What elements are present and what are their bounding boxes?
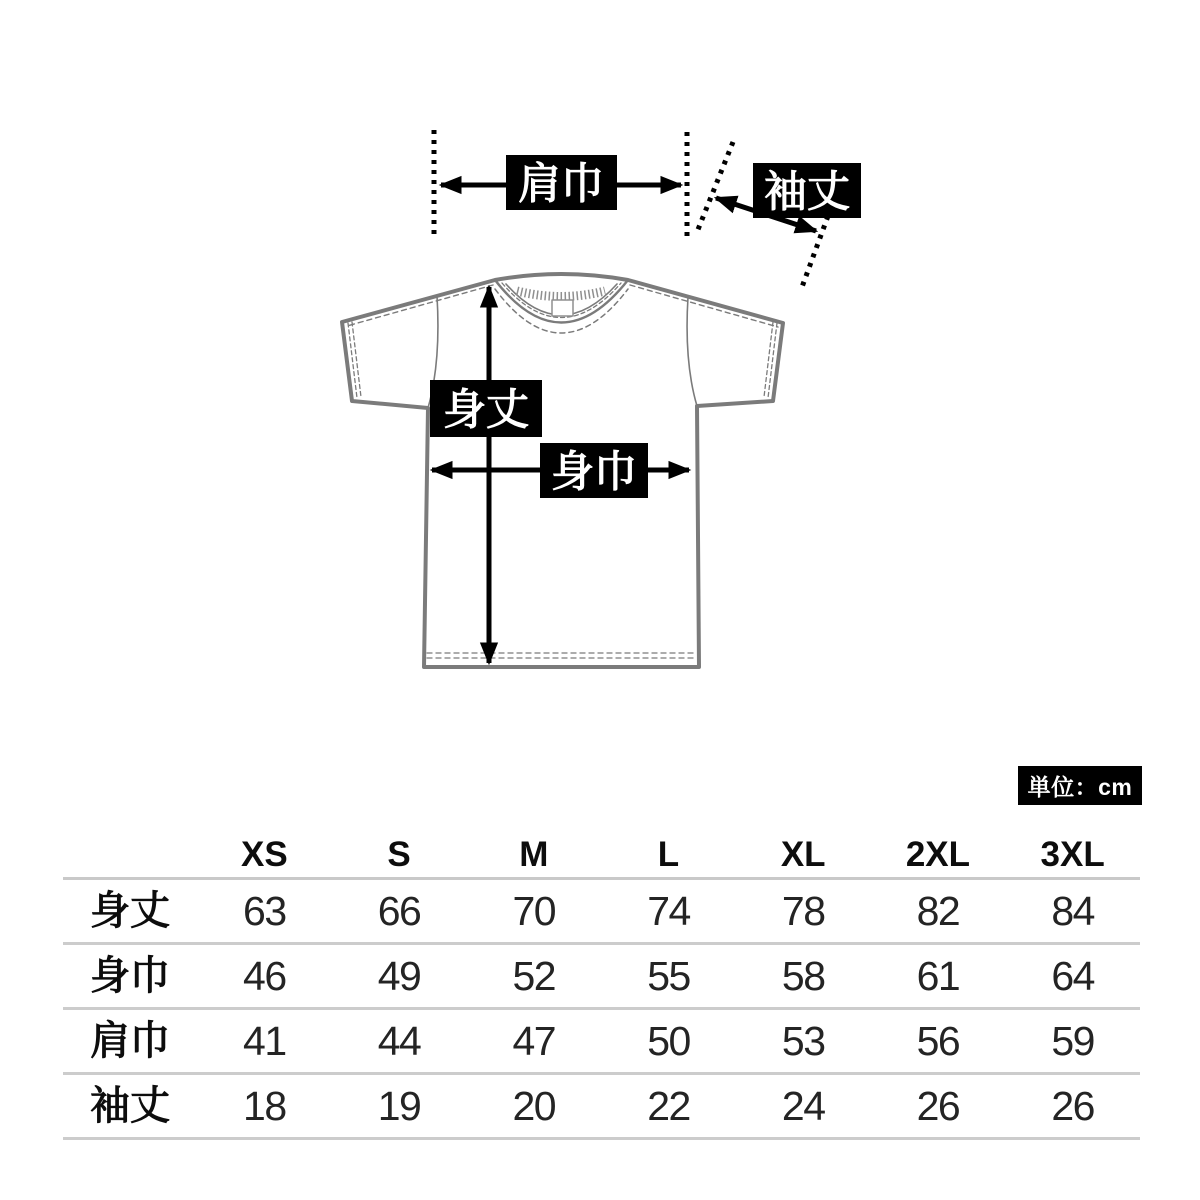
unit-badge: 単位：cm	[1018, 766, 1142, 805]
column-header-l: L	[657, 835, 680, 874]
size-value: 66	[377, 887, 421, 934]
size-value: 20	[512, 1082, 556, 1129]
sleeve-guide-upper-dotted-line	[697, 142, 733, 232]
column-header-s: S	[387, 835, 411, 874]
size-value: 41	[243, 1017, 286, 1064]
shoulder-width-label	[506, 155, 617, 210]
table-row-body-length	[63, 880, 1140, 945]
size-value: 26	[916, 1082, 960, 1129]
size-value: 22	[647, 1082, 690, 1129]
neck-tag	[552, 300, 573, 316]
table-row-sleeve-length	[63, 1075, 1140, 1140]
size-table	[63, 832, 1140, 1140]
size-value: 84	[1051, 887, 1094, 934]
size-value: 19	[377, 1082, 421, 1129]
sleeve-length-label-text: 袖丈	[764, 168, 850, 217]
column-header-xs: XS	[241, 835, 288, 874]
row-label: 肩巾	[90, 1019, 170, 1063]
column-header-xl: XL	[780, 835, 826, 874]
row-label: 身巾	[90, 954, 170, 998]
column-header-3xl: 3XL	[1040, 835, 1105, 874]
table-row-shoulder-width	[63, 1010, 1140, 1075]
size-value: 55	[647, 952, 690, 999]
size-value: 46	[243, 952, 286, 999]
size-table-header-row	[63, 832, 1140, 880]
size-value: 24	[781, 1082, 825, 1129]
size-value: 47	[512, 1017, 556, 1064]
column-header-m: M	[519, 835, 549, 874]
size-value: 52	[512, 952, 556, 999]
size-value: 44	[377, 1017, 421, 1064]
size-value: 18	[243, 1082, 286, 1129]
size-value: 49	[377, 952, 421, 999]
size-value: 58	[781, 952, 825, 999]
size-value: 70	[512, 887, 556, 934]
size-value: 56	[916, 1017, 960, 1064]
size-value: 53	[781, 1017, 825, 1064]
size-value: 82	[916, 887, 960, 934]
body-width-label-text: 身巾	[551, 448, 637, 497]
size-value: 50	[647, 1017, 690, 1064]
body-width-label	[540, 443, 648, 498]
sleeve-length-label	[753, 163, 861, 218]
row-label: 身丈	[90, 889, 170, 933]
row-label: 袖丈	[90, 1084, 170, 1128]
size-value: 26	[1051, 1082, 1094, 1129]
table-row-body-width	[63, 945, 1140, 1010]
column-header-2xl: 2XL	[905, 835, 971, 874]
body-length-label	[430, 380, 542, 437]
size-value: 59	[1051, 1017, 1094, 1064]
size-value: 64	[1051, 952, 1094, 999]
size-value: 63	[243, 887, 286, 934]
body-length-label-text: 身丈	[443, 386, 529, 435]
size-value: 74	[647, 887, 690, 934]
size-value: 78	[781, 887, 825, 934]
size-value: 61	[916, 952, 960, 999]
shoulder-width-label-text: 肩巾	[518, 160, 604, 209]
